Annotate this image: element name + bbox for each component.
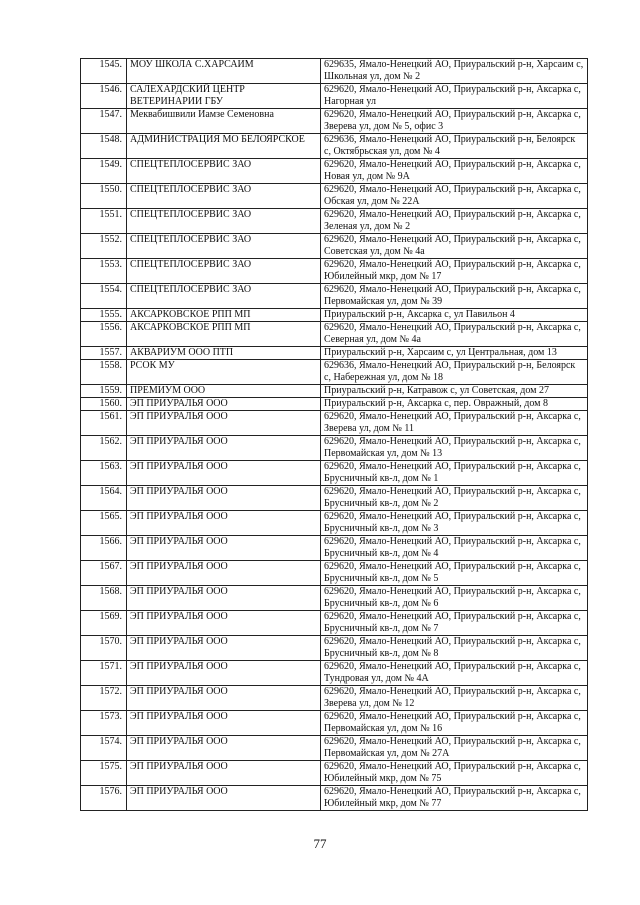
organization-name-cell: СПЕЦТЕПЛОСЕРВИС ЗАО (127, 259, 321, 284)
organization-name-cell: ЭП ПРИУРАЛЬЯ ООО (127, 436, 321, 461)
table-row (81, 611, 588, 636)
row-number-cell: 1576. (81, 786, 127, 811)
address-cell: 629620, Ямало-Ненецкий АО, Приуральский р-н, Аксарка с, Тундровая ул, дом № 4А (321, 661, 588, 686)
table-row (81, 159, 588, 184)
row-number-cell: 1553. (81, 259, 127, 284)
table-row (81, 398, 588, 411)
address-cell: 629620, Ямало-Ненецкий АО, Приуральский р-н, Аксарка с, Брусничный кв-л, дом № 2 (321, 486, 588, 511)
organization-name-cell: АКСАРКОВСКОЕ РПП МП (127, 309, 321, 322)
address-cell: 629636, Ямало-Ненецкий АО, Приуральский р-н, Белоярск с, Набережная ул, дом № 18 (321, 360, 588, 385)
organization-name-cell: ЭП ПРИУРАЛЬЯ ООО (127, 486, 321, 511)
page-number: 77 (313, 836, 327, 851)
row-number-cell: 1574. (81, 736, 127, 761)
organization-name-cell: ЭП ПРИУРАЛЬЯ ООО (127, 611, 321, 636)
organization-name-cell: ПРЕМИУМ ООО (127, 385, 321, 398)
table-row (81, 234, 588, 259)
organization-name-cell: АКВАРИУМ ООО ПТП (127, 347, 321, 360)
organization-name-cell: ЭП ПРИУРАЛЬЯ ООО (127, 586, 321, 611)
row-number-cell: 1568. (81, 586, 127, 611)
organization-name-cell: ЭП ПРИУРАЛЬЯ ООО (127, 411, 321, 436)
row-number-cell: 1554. (81, 284, 127, 309)
table-row (81, 511, 588, 536)
organization-name-cell: ЭП ПРИУРАЛЬЯ ООО (127, 636, 321, 661)
table-row (81, 360, 588, 385)
table-row (81, 84, 588, 109)
row-number-cell: 1575. (81, 761, 127, 786)
organization-name-cell: ЭП ПРИУРАЛЬЯ ООО (127, 711, 321, 736)
address-cell: 629620, Ямало-Ненецкий АО, Приуральский р-н, Аксарка с, Первомайская ул, дом № 16 (321, 711, 588, 736)
address-cell: 629620, Ямало-Ненецкий АО, Приуральский р-н, Аксарка с, Брусничный кв-л, дом № 5 (321, 561, 588, 586)
row-number-cell: 1567. (81, 561, 127, 586)
row-number-cell: 1565. (81, 511, 127, 536)
organization-name-cell: АДМИНИСТРАЦИЯ МО БЕЛОЯРСКОЕ (127, 134, 321, 159)
organization-name-cell: РСОК МУ (127, 360, 321, 385)
row-number-cell: 1545. (81, 59, 127, 84)
row-number-cell: 1552. (81, 234, 127, 259)
organization-name-cell: АКСАРКОВСКОЕ РПП МП (127, 322, 321, 347)
table-row (81, 636, 588, 661)
organization-name-cell: СПЕЦТЕПЛОСЕРВИС ЗАО (127, 184, 321, 209)
address-cell: Приуральский р-н, Аксарка с, ул Павильон 4 (321, 309, 588, 322)
address-cell: 629620, Ямало-Ненецкий АО, Приуральский р-н, Аксарка с, Обская ул, дом № 22А (321, 184, 588, 209)
address-cell: 629620, Ямало-Ненецкий АО, Приуральский р-н, Аксарка с, Первомайская ул, дом № 13 (321, 436, 588, 461)
organization-name-cell: ЭП ПРИУРАЛЬЯ ООО (127, 536, 321, 561)
table-row (81, 761, 588, 786)
organization-name-cell: Меквабишвили Иамзе Семеновна (127, 109, 321, 134)
row-number-cell: 1548. (81, 134, 127, 159)
address-cell: Приуральский р-н, Аксарка с, пер. Овражный, дом 8 (321, 398, 588, 411)
address-cell: 629620, Ямало-Ненецкий АО, Приуральский р-н, Аксарка с, Брусничный кв-л, дом № 6 (321, 586, 588, 611)
address-cell: 629620, Ямало-Ненецкий АО, Приуральский р-н, Аксарка с, Брусничный кв-л, дом № 7 (321, 611, 588, 636)
organization-name-cell: ЭП ПРИУРАЛЬЯ ООО (127, 398, 321, 411)
row-number-cell: 1563. (81, 461, 127, 486)
address-cell: 629620, Ямало-Ненецкий АО, Приуральский р-н, Аксарка с, Юбилейный мкр, дом № 75 (321, 761, 588, 786)
address-cell: 629620, Ямало-Ненецкий АО, Приуральский р-н, Аксарка с, Зверева ул, дом № 11 (321, 411, 588, 436)
address-cell: 629620, Ямало-Ненецкий АО, Приуральский р-н, Аксарка с, Зверева ул, дом № 5, офис 3 (321, 109, 588, 134)
organization-name-cell: САЛЕХАРДСКИЙ ЦЕНТР ВЕТЕРИНАРИИ ГБУ (127, 84, 321, 109)
row-number-cell: 1556. (81, 322, 127, 347)
table-row (81, 461, 588, 486)
row-number-cell: 1561. (81, 411, 127, 436)
address-cell: 629620, Ямало-Ненецкий АО, Приуральский р-н, Аксарка с, Первомайская ул, дом № 27А (321, 736, 588, 761)
table-row (81, 259, 588, 284)
table-row (81, 586, 588, 611)
row-number-cell: 1570. (81, 636, 127, 661)
organization-name-cell: ЭП ПРИУРАЛЬЯ ООО (127, 661, 321, 686)
address-cell: 629620, Ямало-Ненецкий АО, Приуральский р-н, Аксарка с, Брусничный кв-л, дом № 8 (321, 636, 588, 661)
table-row (81, 385, 588, 398)
table-row (81, 686, 588, 711)
table-row (81, 561, 588, 586)
address-cell: 629620, Ямало-Ненецкий АО, Приуральский р-н, Аксарка с, Новая ул, дом № 9А (321, 159, 588, 184)
address-cell: 629620, Ямало-Ненецкий АО, Приуральский р-н, Аксарка с, Брусничный кв-л, дом № 1 (321, 461, 588, 486)
table-row (81, 59, 588, 84)
organization-name-cell: ЭП ПРИУРАЛЬЯ ООО (127, 786, 321, 811)
organization-name-cell: СПЕЦТЕПЛОСЕРВИС ЗАО (127, 159, 321, 184)
organization-name-cell: ЭП ПРИУРАЛЬЯ ООО (127, 761, 321, 786)
address-cell: 629620, Ямало-Ненецкий АО, Приуральский р-н, Аксарка с, Зверева ул, дом № 12 (321, 686, 588, 711)
organization-name-cell: ЭП ПРИУРАЛЬЯ ООО (127, 511, 321, 536)
table-row (81, 309, 588, 322)
table-row (81, 322, 588, 347)
row-number-cell: 1551. (81, 209, 127, 234)
organization-address-table (80, 58, 588, 811)
address-cell: 629620, Ямало-Ненецкий АО, Приуральский р-н, Аксарка с, Северная ул, дом № 4а (321, 322, 588, 347)
row-number-cell: 1549. (81, 159, 127, 184)
row-number-cell: 1566. (81, 536, 127, 561)
table-row (81, 209, 588, 234)
table-row (81, 134, 588, 159)
organization-name-cell: ЭП ПРИУРАЛЬЯ ООО (127, 461, 321, 486)
row-number-cell: 1562. (81, 436, 127, 461)
organization-name-cell: СПЕЦТЕПЛОСЕРВИС ЗАО (127, 284, 321, 309)
table-row (81, 411, 588, 436)
row-number-cell: 1558. (81, 360, 127, 385)
table-row (81, 109, 588, 134)
organization-name-cell: МОУ ШКОЛА С.ХАРСАИМ (127, 59, 321, 84)
address-cell: Приуральский р-н, Катравож с, ул Советская, дом 27 (321, 385, 588, 398)
table-row (81, 786, 588, 811)
row-number-cell: 1557. (81, 347, 127, 360)
table-row (81, 736, 588, 761)
row-number-cell: 1573. (81, 711, 127, 736)
row-number-cell: 1546. (81, 84, 127, 109)
row-number-cell: 1555. (81, 309, 127, 322)
address-cell: 629635, Ямало-Ненецкий АО, Приуральский р-н, Харсаим с, Школьная ул, дом № 2 (321, 59, 588, 84)
address-cell: 629620, Ямало-Ненецкий АО, Приуральский р-н, Аксарка с, Первомайская ул, дом № 39 (321, 284, 588, 309)
address-cell: 629620, Ямало-Ненецкий АО, Приуральский р-н, Аксарка с, Брусничный кв-л, дом № 3 (321, 511, 588, 536)
row-number-cell: 1559. (81, 385, 127, 398)
address-cell: 629620, Ямало-Ненецкий АО, Приуральский р-н, Аксарка с, Юбилейный мкр, дом № 77 (321, 786, 588, 811)
table-row (81, 536, 588, 561)
row-number-cell: 1572. (81, 686, 127, 711)
address-cell: 629620, Ямало-Ненецкий АО, Приуральский р-н, Аксарка с, Брусничный кв-л, дом № 4 (321, 536, 588, 561)
table-row (81, 347, 588, 360)
row-number-cell: 1547. (81, 109, 127, 134)
table-row (81, 486, 588, 511)
address-cell: 629636, Ямало-Ненецкий АО, Приуральский р-н, Белоярск с, Октябрьская ул, дом № 4 (321, 134, 588, 159)
organization-name-cell: СПЕЦТЕПЛОСЕРВИС ЗАО (127, 234, 321, 259)
address-cell: 629620, Ямало-Ненецкий АО, Приуральский р-н, Аксарка с, Юбилейный мкр, дом № 17 (321, 259, 588, 284)
organization-name-cell: ЭП ПРИУРАЛЬЯ ООО (127, 561, 321, 586)
table-row (81, 436, 588, 461)
address-cell: 629620, Ямало-Ненецкий АО, Приуральский р-н, Аксарка с, Нагорная ул (321, 84, 588, 109)
row-number-cell: 1564. (81, 486, 127, 511)
organization-name-cell: ЭП ПРИУРАЛЬЯ ООО (127, 736, 321, 761)
row-number-cell: 1550. (81, 184, 127, 209)
table-row (81, 184, 588, 209)
table-body (81, 59, 588, 811)
table-row (81, 661, 588, 686)
table-row (81, 711, 588, 736)
organization-name-cell: ЭП ПРИУРАЛЬЯ ООО (127, 686, 321, 711)
organization-name-cell: СПЕЦТЕПЛОСЕРВИС ЗАО (127, 209, 321, 234)
address-cell: 629620, Ямало-Ненецкий АО, Приуральский р-н, Аксарка с, Советская ул, дом № 4а (321, 234, 588, 259)
address-cell: Приуральский р-н, Харсаим с, ул Центральная, дом 13 (321, 347, 588, 360)
row-number-cell: 1560. (81, 398, 127, 411)
row-number-cell: 1569. (81, 611, 127, 636)
address-cell: 629620, Ямало-Ненецкий АО, Приуральский р-н, Аксарка с, Зеленая ул, дом № 2 (321, 209, 588, 234)
table-row (81, 284, 588, 309)
row-number-cell: 1571. (81, 661, 127, 686)
